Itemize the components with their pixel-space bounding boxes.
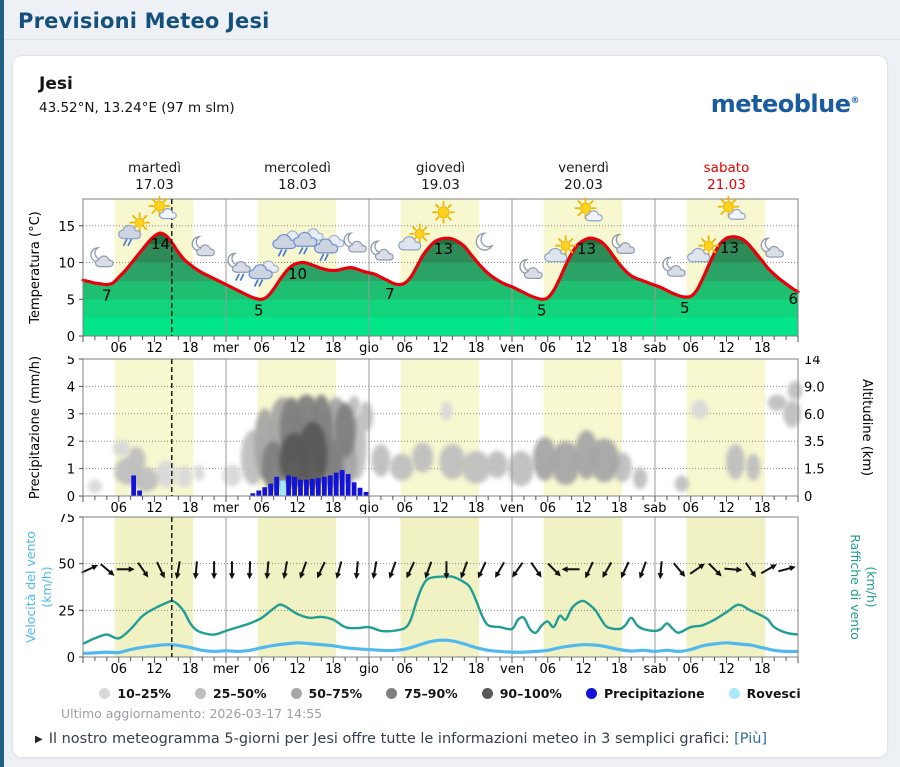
svg-text:gio: gio <box>359 341 379 356</box>
svg-text:0: 0 <box>66 330 75 345</box>
svg-text:mer: mer <box>212 341 240 356</box>
svg-text:18: 18 <box>753 662 771 677</box>
legend <box>21 682 879 704</box>
legend-item: Precipitazione <box>586 686 705 701</box>
svg-text:14: 14 <box>804 356 821 368</box>
day-label-sabato: sabato 21.03 <box>703 160 750 193</box>
svg-text:6: 6 <box>788 290 799 309</box>
svg-text:5: 5 <box>253 301 264 320</box>
svg-text:Precipitazione (mm/h): Precipitazione (mm/h) <box>28 356 43 500</box>
svg-text:12: 12 <box>289 501 306 514</box>
charts <box>21 196 879 680</box>
svg-text:(km/h): (km/h) <box>39 566 54 608</box>
svg-text:ven: ven <box>500 662 524 677</box>
footnote <box>35 731 879 747</box>
footnote-text: Il nostro meteogramma 5-giorni per Jesi offre tutte le informazioni meteo in 3 semplici grafici: <box>48 731 730 747</box>
legend-item: 25–50% <box>195 686 267 701</box>
svg-text:14: 14 <box>150 235 171 254</box>
accent-bar <box>0 0 4 767</box>
svg-text:gio: gio <box>359 662 379 677</box>
svg-text:ven: ven <box>500 341 524 356</box>
svg-text:Raffiche di vento: Raffiche di vento <box>848 534 863 640</box>
moon-cloud-icon <box>371 241 393 260</box>
svg-text:5: 5 <box>66 293 75 309</box>
moon-cloud-icon <box>192 237 214 256</box>
svg-text:12: 12 <box>718 341 735 356</box>
svg-text:06: 06 <box>682 341 700 356</box>
svg-text:18: 18 <box>181 341 199 356</box>
more-link[interactable]: [Più] <box>734 731 768 747</box>
svg-text:1.5: 1.5 <box>804 462 825 478</box>
svg-text:5: 5 <box>537 301 547 320</box>
sun-icon <box>433 202 454 223</box>
legend-color-dot <box>482 688 493 699</box>
svg-text:Temperatura (°C): Temperatura (°C) <box>28 211 43 324</box>
svg-text:ven: ven <box>500 501 524 514</box>
svg-text:06: 06 <box>396 341 414 356</box>
svg-text:12: 12 <box>718 501 735 514</box>
day-header-row <box>21 160 881 196</box>
page-header <box>0 0 900 40</box>
svg-text:sab: sab <box>643 662 667 677</box>
svg-text:2: 2 <box>66 435 75 451</box>
svg-text:5: 5 <box>680 299 690 318</box>
registered-mark: ® <box>850 96 859 106</box>
meteoblue-logo[interactable]: meteoblue® <box>710 90 859 118</box>
svg-text:7: 7 <box>102 286 112 305</box>
legend-item: Rovesci <box>729 686 801 701</box>
legend-color-dot <box>586 688 597 699</box>
svg-text:9.0: 9.0 <box>804 380 825 396</box>
svg-text:75: 75 <box>58 514 75 526</box>
legend-color-dot <box>729 688 740 699</box>
location-coords: 43.52°N, 13.24°E (97 m slm) <box>39 100 235 116</box>
svg-text:12: 12 <box>575 501 592 514</box>
svg-text:06: 06 <box>539 501 557 514</box>
svg-text:7: 7 <box>385 285 395 304</box>
svg-text:18: 18 <box>324 501 342 514</box>
svg-text:50: 50 <box>58 557 75 573</box>
svg-text:sab: sab <box>643 501 667 514</box>
svg-text:mer: mer <box>212 662 240 677</box>
svg-text:12: 12 <box>146 341 163 356</box>
svg-text:3: 3 <box>66 407 75 423</box>
svg-text:18: 18 <box>753 341 771 356</box>
day-label-martedì: martedì 17.03 <box>128 160 181 193</box>
svg-text:18: 18 <box>324 341 342 356</box>
svg-text:06: 06 <box>110 662 128 677</box>
moon-cloud-icon <box>663 257 685 276</box>
svg-text:18: 18 <box>610 501 628 514</box>
legend-item: 50–75% <box>291 686 363 701</box>
svg-text:06: 06 <box>396 501 414 514</box>
expand-icon[interactable]: ▶ <box>35 734 43 745</box>
day-label-mercoledì: mercoledì 18.03 <box>264 160 331 193</box>
legend-color-dot <box>386 688 397 699</box>
svg-text:25: 25 <box>58 604 75 620</box>
moon-icon <box>476 233 492 250</box>
moon-cloud-icon <box>344 233 366 252</box>
svg-text:06: 06 <box>682 501 700 514</box>
moon-cloud-icon <box>91 248 113 267</box>
day-label-venerdì: venerdì 20.03 <box>558 160 609 193</box>
page-title: Previsioni Meteo Jesi <box>18 9 270 33</box>
svg-text:18: 18 <box>610 341 628 356</box>
svg-text:06: 06 <box>539 662 557 677</box>
svg-text:0: 0 <box>66 490 75 505</box>
svg-text:0: 0 <box>804 490 813 505</box>
svg-text:06: 06 <box>253 662 271 677</box>
svg-text:mer: mer <box>212 501 240 514</box>
svg-text:(km/h): (km/h) <box>864 566 879 608</box>
last-update: Ultimo aggiornamento: 2026-03-17 14:55 <box>61 706 323 721</box>
svg-text:12: 12 <box>432 662 449 677</box>
svg-text:18: 18 <box>324 662 342 677</box>
svg-text:06: 06 <box>110 501 128 514</box>
svg-text:Velocità del vento: Velocità del vento <box>23 531 38 643</box>
svg-text:5: 5 <box>66 356 75 368</box>
svg-text:12: 12 <box>146 501 163 514</box>
svg-text:0: 0 <box>66 651 75 666</box>
legend-color-dot <box>99 688 110 699</box>
svg-text:3.5: 3.5 <box>804 435 825 451</box>
wind-chart <box>21 514 881 680</box>
svg-text:gio: gio <box>359 501 379 514</box>
svg-text:12: 12 <box>575 662 592 677</box>
precipitation-chart <box>21 356 881 514</box>
svg-text:06: 06 <box>253 341 271 356</box>
svg-text:18: 18 <box>181 662 199 677</box>
svg-text:10: 10 <box>58 256 75 272</box>
svg-text:4: 4 <box>66 380 75 396</box>
svg-text:18: 18 <box>610 662 628 677</box>
svg-text:12: 12 <box>289 662 306 677</box>
moon-cloud-icon <box>520 260 542 279</box>
svg-text:12: 12 <box>575 341 592 356</box>
svg-text:13: 13 <box>576 240 597 259</box>
svg-text:13: 13 <box>433 240 454 259</box>
svg-text:13: 13 <box>719 238 740 257</box>
svg-text:18: 18 <box>467 662 485 677</box>
svg-text:6.0: 6.0 <box>804 407 825 423</box>
svg-text:10: 10 <box>287 265 308 284</box>
svg-text:12: 12 <box>146 662 163 677</box>
svg-text:sab: sab <box>643 341 667 356</box>
legend-item: 10–25% <box>99 686 171 701</box>
svg-text:Altitudine (km): Altitudine (km) <box>859 378 874 477</box>
shower-bar <box>280 481 285 496</box>
legend-color-dot <box>195 688 206 699</box>
moon-cloud-rain-icon <box>228 253 250 280</box>
forecast-card <box>12 55 888 758</box>
svg-text:12: 12 <box>289 341 306 356</box>
svg-text:12: 12 <box>718 662 735 677</box>
legend-color-dot <box>291 688 302 699</box>
svg-text:06: 06 <box>253 501 271 514</box>
legend-item: 75–90% <box>386 686 458 701</box>
svg-text:18: 18 <box>467 501 485 514</box>
svg-text:15: 15 <box>58 219 75 235</box>
svg-text:06: 06 <box>682 662 700 677</box>
location-name: Jesi <box>39 74 73 94</box>
svg-text:12: 12 <box>432 501 449 514</box>
temperature-chart <box>21 196 881 356</box>
svg-text:06: 06 <box>539 341 557 356</box>
legend-item: 90–100% <box>482 686 562 701</box>
svg-text:18: 18 <box>181 501 199 514</box>
svg-text:1: 1 <box>66 462 75 478</box>
day-label-giovedì: giovedì 19.03 <box>415 160 466 193</box>
svg-text:06: 06 <box>396 662 414 677</box>
svg-text:06: 06 <box>110 341 128 356</box>
card-head <box>39 74 865 138</box>
svg-text:18: 18 <box>467 341 485 356</box>
svg-text:18: 18 <box>753 501 771 514</box>
svg-text:12: 12 <box>432 341 449 356</box>
